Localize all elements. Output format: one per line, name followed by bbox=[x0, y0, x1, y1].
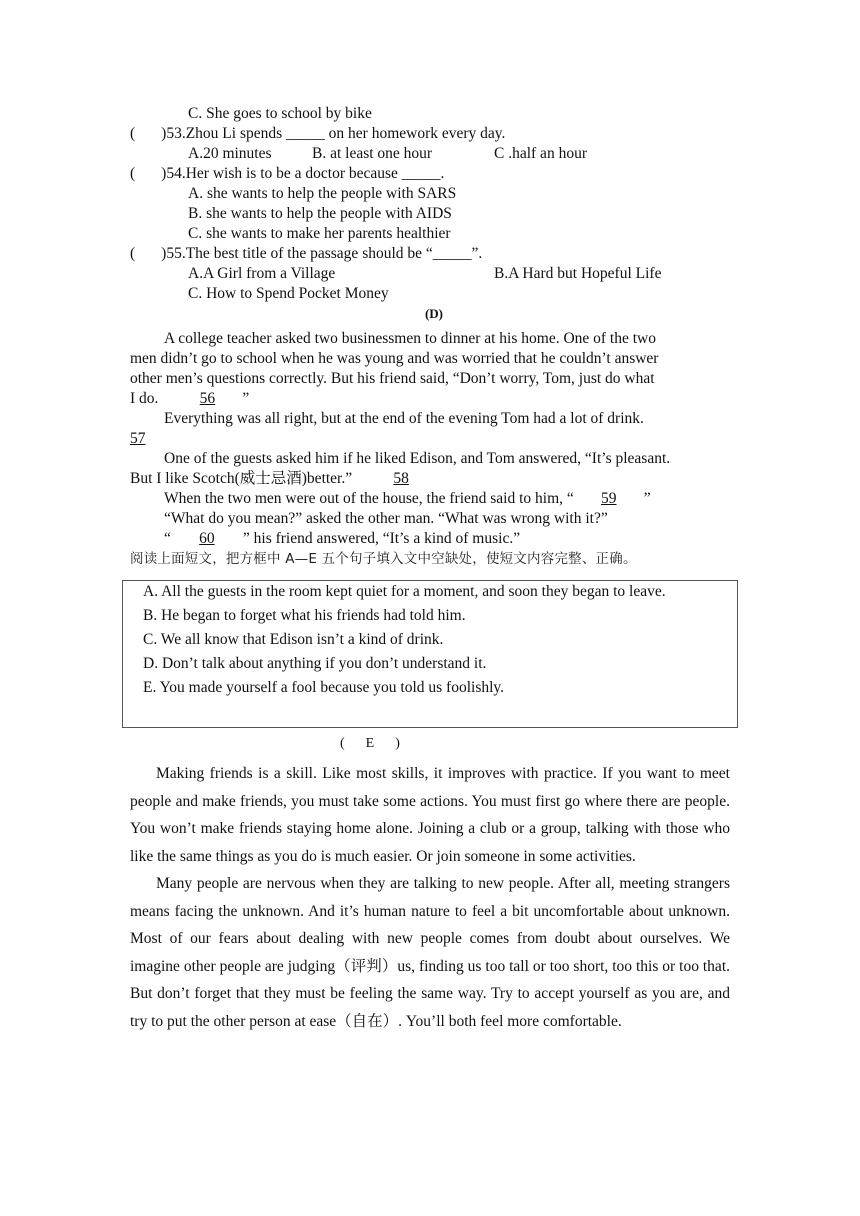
question-stem: 53.Zhou Li spends _____ on her homework every day. bbox=[166, 125, 506, 142]
blank-58[interactable]: 58 bbox=[393, 470, 409, 487]
passage-text: But I like Scotch(威士忌酒)better.” bbox=[130, 470, 353, 487]
question-55 bbox=[130, 244, 738, 264]
blank-59[interactable]: 59 bbox=[601, 490, 617, 507]
passage-line: “What do you mean?” asked the other man. “What was wrong with it?” bbox=[164, 510, 608, 527]
question-54 bbox=[130, 164, 738, 184]
box-option-d: D. Don’t talk about anything if you don’t understand it. bbox=[143, 655, 487, 672]
passage-text: ” his friend answered, “It’s a kind of music.” bbox=[242, 530, 521, 547]
q53-options bbox=[130, 144, 738, 164]
blank-56[interactable]: 56 bbox=[199, 390, 216, 407]
passage-line bbox=[130, 389, 738, 409]
question-stem: 55.The best title of the passage should be “_____”. bbox=[166, 245, 483, 262]
passage-line: other men’s questions correctly. But his friend said, “Don’t worry, Tom, just do what bbox=[130, 370, 655, 387]
q55-options-row1 bbox=[130, 264, 738, 284]
option-a: A.20 minutes bbox=[188, 145, 272, 162]
answer-paren-close: ) bbox=[161, 125, 167, 142]
passage-line: Everything was all right, but at the end of the evening Tom had a lot of drink. bbox=[164, 410, 644, 427]
passage-line bbox=[130, 429, 738, 449]
answer-paren-open: ( bbox=[130, 165, 136, 182]
box-option-b: B. He began to forget what his friends had told him. bbox=[143, 607, 466, 624]
option-c: C .half an hour bbox=[494, 145, 587, 162]
passage-text: ” bbox=[643, 490, 651, 507]
section-e-passage bbox=[130, 760, 730, 1035]
section-d-passage bbox=[130, 329, 738, 549]
option-c: C. How to Spend Pocket Money bbox=[188, 285, 389, 302]
passage-text: ” bbox=[242, 390, 250, 407]
answer-paren-close: ) bbox=[161, 165, 167, 182]
option-b: B.A Hard but Hopeful Life bbox=[494, 265, 662, 282]
question-stem: 54.Her wish is to be a doctor because _____. bbox=[166, 165, 445, 182]
blank-60[interactable]: 60 bbox=[199, 530, 215, 547]
instruction: 阅读上面短文，把方框中 A—E 五个句子填入文中空缺处，使短文内容完整、正确。 bbox=[130, 551, 637, 567]
passage-text: When the two men were out of the house, the friend said to him, “ bbox=[164, 490, 574, 507]
answer-paren-close: ) bbox=[161, 245, 167, 262]
box-option-e: E. You made yourself a fool because you told us foolishly. bbox=[143, 679, 505, 696]
exam-page bbox=[130, 104, 738, 569]
box-option-a: A. All the guests in the room kept quiet for a moment, and soon they began to leave. bbox=[143, 583, 666, 600]
answer-paren-open: ( bbox=[130, 245, 136, 262]
passage-line: One of the guests asked him if he liked Edison, and Tom answered, “It’s pleasant. bbox=[164, 450, 671, 467]
passage-line: men didn’t go to school when he was young and was worried that he couldn’t answer bbox=[130, 350, 659, 367]
passage-line bbox=[130, 529, 738, 549]
passage-line: A college teacher asked two businessmen to dinner at his home. One of the two bbox=[164, 330, 656, 347]
paragraph-1: Making friends is a skill. Like most skills, it improves with practice. If you want to meet people and make friends, you must take some actions. You must first go where there are people. You won’t make friends staying home alone. Joining a club or a group, talking with those who like the same things as you do is much easier. Or join someone in some activities. bbox=[130, 765, 730, 865]
option-c: C. she wants to make her parents healthier bbox=[188, 225, 451, 242]
option-a: A. she wants to help the people with SARS bbox=[188, 185, 457, 202]
option-b: B. she wants to help the people with AIDS bbox=[188, 205, 452, 222]
section-d-heading: (D) bbox=[424, 306, 444, 321]
q52-option-c: C. She goes to school by bike bbox=[188, 105, 372, 122]
box-option-c: C. We all know that Edison isn’t a kind of drink. bbox=[143, 631, 444, 648]
passage-text: I do. bbox=[130, 390, 159, 407]
passage-line bbox=[130, 469, 738, 489]
answer-paren-open: ( bbox=[130, 125, 136, 142]
option-a: A.A Girl from a Village bbox=[188, 265, 336, 282]
paragraph-2: Many people are nervous when they are talking to new people. After all, meeting strangers means facing the unknown. And it’s human nature to feel a bit uncomfortable about unknown. Most of our fears about dealing with new people comes from doubt about ourselves. We imagine other people are judging（评判）us, finding us too tall or too short, too this or too that. But don’t forget that they must be feeling the same way. Try to accept yourself as you are, and try to put the other person at ease（自在）. You’ll both feel more comfortable. bbox=[130, 875, 730, 1030]
option-b: B. at least one hour bbox=[312, 145, 433, 162]
options-box bbox=[122, 580, 738, 728]
question-53 bbox=[130, 124, 738, 144]
blank-57[interactable]: 57 bbox=[130, 430, 146, 447]
section-e-heading: ( E ) bbox=[340, 736, 400, 751]
passage-line bbox=[130, 489, 738, 509]
passage-text: “ bbox=[164, 530, 171, 547]
